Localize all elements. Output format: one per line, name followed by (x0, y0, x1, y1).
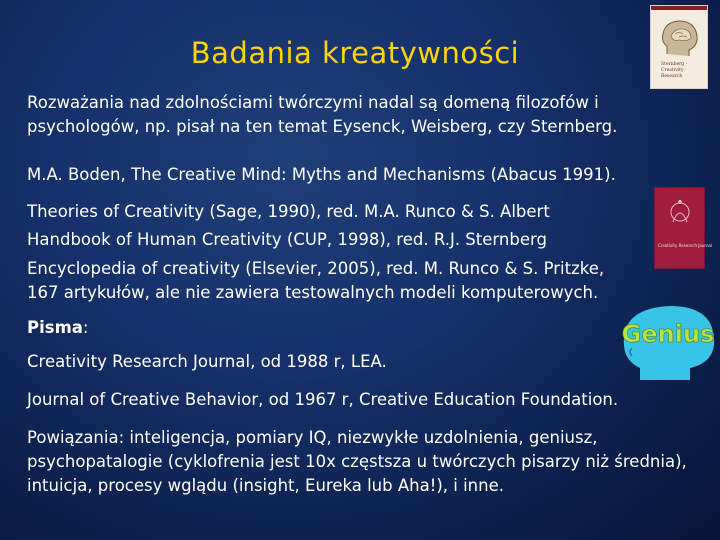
boden-reference: M.A. Boden, The Creative Mind: Myths and Mechanisms (Abacus 1991). (27, 165, 616, 184)
journal-emblem-icon (655, 188, 704, 238)
book-cover-caption: Sternberg · Creativity · Research (661, 62, 688, 79)
jcb-reference: Journal of Creative Behavior, od 1967 r, Creative Education Foundation. (27, 390, 619, 409)
pisma-heading (27, 316, 88, 340)
connections-line-3: intuicja, procesy wglądu (insight, Eureka lub Aha!), i inne. (27, 476, 504, 495)
intro-line-2: psychologów, np. pisał na ten temat Eysenck, Weisberg, czy Sternberg. (27, 117, 618, 136)
genius-text: Genius (621, 320, 715, 348)
brain-head-icon (657, 16, 703, 60)
connections-line-1: Powiązania: inteligencja, pomiary IQ, niezwykłe uzdolnienia, geniusz, (27, 428, 598, 447)
slide-title: Badania kreatywności (190, 36, 520, 70)
encyclopedia-note: 167 artykułów, ale nie zawiera testowalnych modeli komputerowych. (27, 283, 599, 302)
pisma-label: Pisma (27, 318, 83, 337)
cover-band (651, 6, 707, 10)
intro-line-1: Rozważania nad zdolnościami twórczymi nadal są domeną filozofów i (27, 93, 599, 112)
crj-reference: Creativity Research Journal, od 1988 r, LEA. (27, 352, 387, 371)
handbook-reference: Handbook of Human Creativity (CUP, 1998), red. R.J. Sternberg (27, 230, 547, 249)
creativity-book-cover-image (650, 5, 708, 89)
pisma-colon: : (82, 318, 89, 337)
theories-reference: Theories of Creativity (Sage, 1990), red. M.A. Runco & S. Albert (27, 202, 550, 221)
journal-cover-caption: Creativity Research Journal (658, 243, 713, 248)
connections-line-2: psychopatalogie (cyklofrenia jest 10x częstsza u twórczych pisarzy niż średnia), (27, 452, 687, 471)
encyclopedia-reference: Encyclopedia of creativity (Elsevier, 2005), red. M. Runco & S. Pritzke, (27, 259, 605, 278)
creativity-journal-cover-image (654, 187, 713, 269)
genius-head-image (618, 302, 718, 382)
